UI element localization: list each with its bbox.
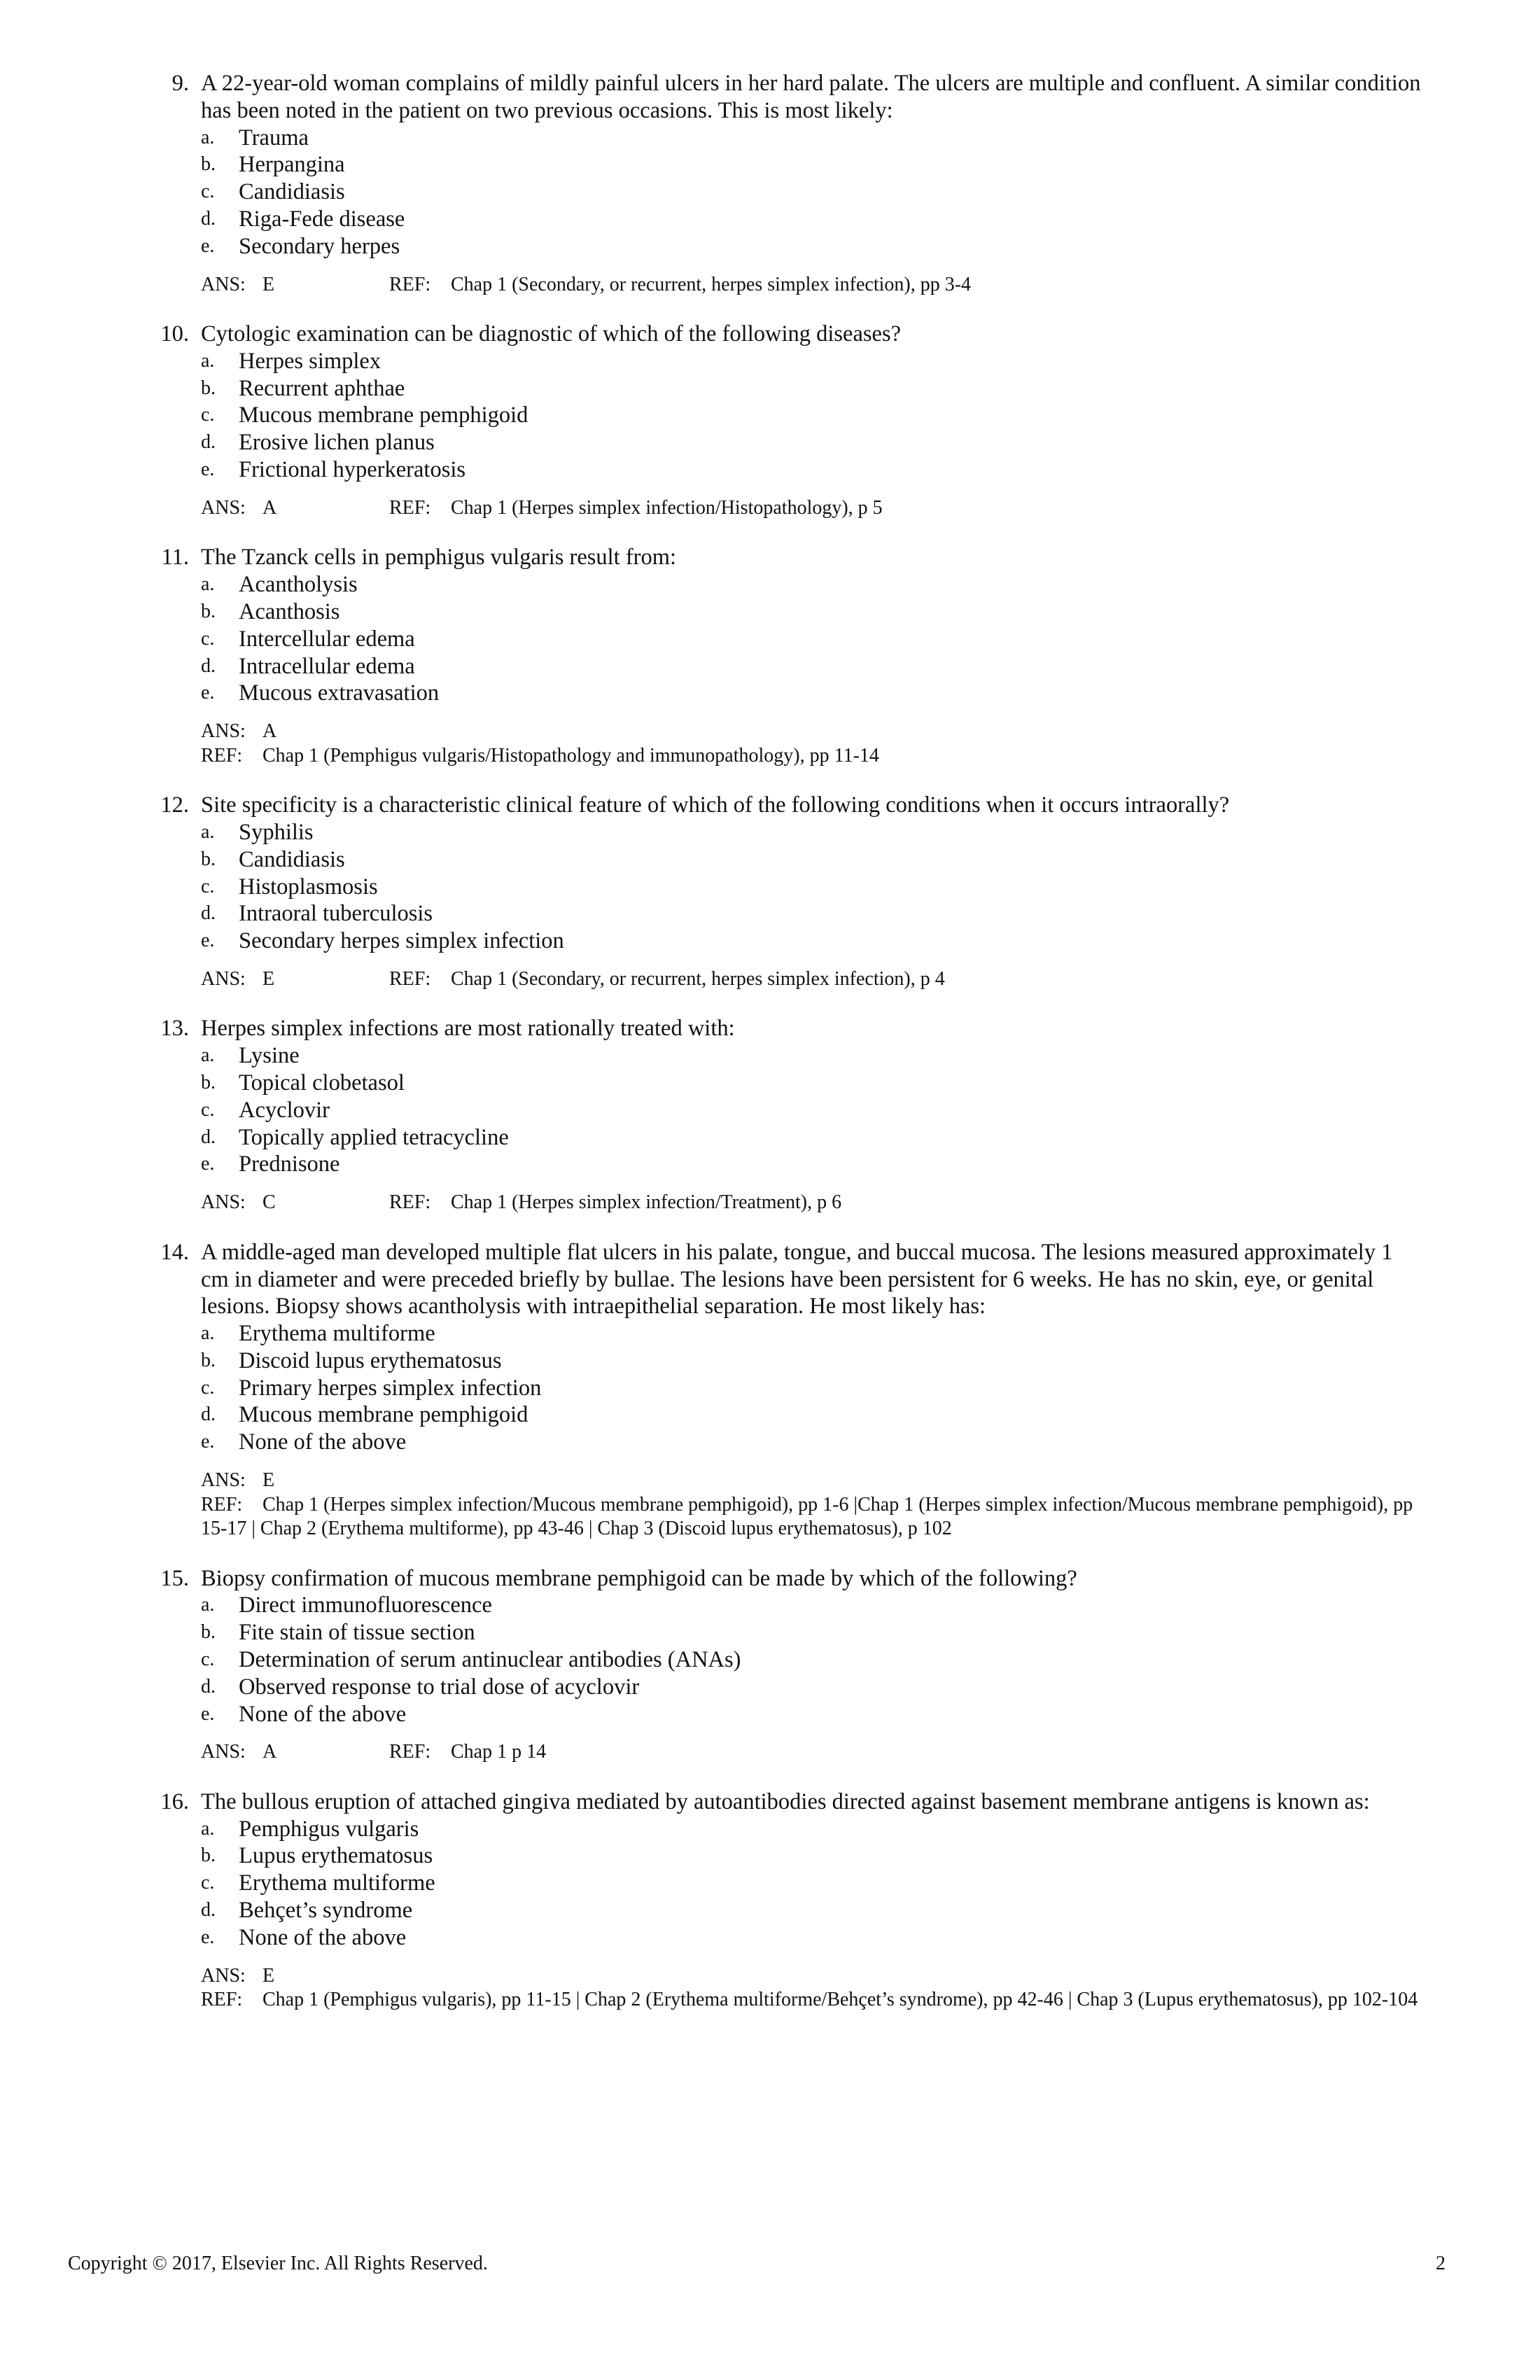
question-number: 9. bbox=[172, 71, 189, 96]
option-letter: c. bbox=[201, 1648, 215, 1670]
reference-text: Chap 1 (Herpes simplex infection/Histopathology), p 5 bbox=[451, 496, 883, 519]
question-stem bbox=[0, 321, 1540, 348]
option-letter: b. bbox=[201, 1844, 216, 1867]
option-text: Mucous membrane pemphigoid bbox=[239, 1402, 528, 1428]
answer-line bbox=[0, 1740, 1540, 1765]
option-letter: c. bbox=[201, 404, 215, 426]
option-letter: d. bbox=[201, 1675, 216, 1698]
answer-option bbox=[0, 1401, 1540, 1429]
answer-option bbox=[0, 1348, 1540, 1375]
answer-label: ANS: bbox=[201, 1191, 246, 1214]
question-stem bbox=[0, 1015, 1540, 1042]
answer-option bbox=[0, 456, 1540, 484]
reference-line bbox=[0, 1493, 1540, 1541]
option-text: Prednisone bbox=[239, 1152, 340, 1177]
option-letter: a. bbox=[201, 349, 215, 372]
question-item bbox=[0, 1239, 1540, 1541]
option-text: Erythema multiforme bbox=[239, 1870, 435, 1896]
option-text: Syphilis bbox=[239, 819, 314, 845]
answer-option bbox=[0, 1124, 1540, 1152]
question-text: A middle-aged man developed multiple flat ulcers in his palate, tongue, and buccal mucosa. The lesions measured approximately 1 cm in diameter and were preceded briefly by bullae. The lesions have been persistent for 6 weeks. He has no skin, eye, or genital lesions. Biopsy shows acantholysis with intraepithelial separation. He most likely has: bbox=[201, 1239, 1393, 1320]
option-text: Erythema multiforme bbox=[239, 1321, 435, 1347]
option-text: Intraoral tuberculosis bbox=[239, 901, 433, 927]
answer-line bbox=[0, 496, 1540, 521]
option-text: Mucous membrane pemphigoid bbox=[239, 402, 528, 428]
answer-option bbox=[0, 653, 1540, 680]
answer-option bbox=[0, 375, 1540, 402]
reference-label: REF: bbox=[389, 496, 431, 519]
option-text: Histoplasmosis bbox=[239, 874, 378, 899]
answer-value: A bbox=[262, 496, 277, 519]
answer-value: E bbox=[262, 1964, 275, 1987]
answer-option bbox=[0, 900, 1540, 927]
option-text: Candidiasis bbox=[239, 846, 345, 872]
question-text: Herpes simplex infections are most rationally treated with: bbox=[201, 1016, 735, 1042]
option-text: Candidiasis bbox=[239, 179, 345, 205]
question-item bbox=[0, 792, 1540, 991]
option-text: Herpes simplex bbox=[239, 348, 382, 374]
answer-option bbox=[0, 626, 1540, 653]
answer-value: A bbox=[262, 720, 277, 743]
answer-label: ANS: bbox=[201, 1964, 246, 1987]
question-stem bbox=[0, 544, 1540, 571]
option-text: Topical clobetasol bbox=[239, 1070, 405, 1096]
option-letter: a. bbox=[201, 126, 215, 148]
option-letter: e. bbox=[201, 682, 215, 704]
question-item bbox=[0, 1015, 1540, 1214]
answer-label: ANS: bbox=[201, 1741, 246, 1763]
answer-option bbox=[0, 402, 1540, 429]
option-letter: b. bbox=[201, 848, 216, 870]
answer-option bbox=[0, 927, 1540, 955]
answer-option bbox=[0, 1592, 1540, 1619]
question-number: 15. bbox=[160, 1565, 189, 1591]
option-letter: d. bbox=[201, 1126, 216, 1148]
answer-option bbox=[0, 178, 1540, 206]
option-letter: c. bbox=[201, 875, 215, 897]
reference-line bbox=[0, 1988, 1540, 2012]
question-text: Biopsy confirmation of mucous membrane pemphigoid can be made by which of the following? bbox=[201, 1565, 1077, 1591]
option-letter: c. bbox=[201, 1376, 215, 1399]
answer-value: E bbox=[262, 967, 275, 990]
option-text: Direct immunofluorescence bbox=[239, 1592, 492, 1618]
answer-option bbox=[0, 819, 1540, 846]
option-text: None of the above bbox=[239, 1924, 407, 1950]
answer-label: ANS: bbox=[201, 496, 246, 519]
page-number: 2 bbox=[1436, 2253, 1446, 2274]
option-letter: b. bbox=[201, 600, 216, 622]
answer-option bbox=[0, 1674, 1540, 1701]
option-text: Determination of serum antinuclear antibodies (ANAs) bbox=[239, 1646, 741, 1672]
option-letter: e. bbox=[201, 234, 215, 257]
question-text: A 22-year-old woman complains of mildly painful ulcers in her hard palate. The ulcers are multiple and confluent. A similar condition has been noted in the patient on two previous occasions. This is most likely: bbox=[201, 71, 1421, 123]
answer-option bbox=[0, 846, 1540, 874]
option-letter: b. bbox=[201, 1349, 216, 1371]
option-letter: b. bbox=[201, 1621, 216, 1644]
reference-text: Chap 1 (Herpes simplex infection/Mucous membrane pemphigoid), pp 1-6 |Chap 1 (Herpes simplex infection/Mucous membrane pemphigoid), pp 15-17 | Chap 2 (Erythema multiforme), pp 43-46 | Chap 3 (Discoid lupus erythematosus), p 102 bbox=[201, 1493, 1413, 1540]
reference-label: REF: bbox=[201, 744, 243, 766]
answer-option bbox=[0, 1924, 1540, 1952]
question-list bbox=[0, 70, 1540, 2036]
reference-text: Chap 1 (Herpes simplex infection/Treatment), p 6 bbox=[451, 1191, 842, 1214]
question-text: Cytologic examination can be diagnostic of which of the following diseases? bbox=[201, 321, 902, 347]
question-stem bbox=[0, 1565, 1540, 1592]
option-letter: e. bbox=[201, 1431, 215, 1453]
question-number: 16. bbox=[160, 1788, 189, 1814]
option-text: Acantholysis bbox=[239, 572, 358, 598]
question-stem bbox=[0, 792, 1540, 819]
answer-line bbox=[0, 1964, 1540, 1989]
option-letter: b. bbox=[201, 377, 216, 399]
option-text: None of the above bbox=[239, 1429, 407, 1455]
option-letter: a. bbox=[201, 1044, 215, 1067]
answer-option bbox=[0, 125, 1540, 152]
question-number: 11. bbox=[161, 545, 189, 570]
option-letter: a. bbox=[201, 1817, 215, 1840]
answer-value: A bbox=[262, 1741, 277, 1763]
option-text: Intracellular edema bbox=[239, 653, 415, 679]
question-item bbox=[0, 70, 1540, 297]
question-item bbox=[0, 544, 1540, 768]
answer-option bbox=[0, 874, 1540, 901]
question-number: 10. bbox=[160, 321, 189, 347]
option-letter: a. bbox=[201, 573, 215, 596]
option-letter: d. bbox=[201, 902, 216, 925]
answer-line bbox=[0, 1191, 1540, 1215]
option-text: Riga-Fede disease bbox=[239, 206, 405, 232]
option-letter: c. bbox=[201, 627, 215, 650]
answer-value: E bbox=[262, 273, 275, 295]
question-stem bbox=[0, 70, 1540, 125]
answer-option bbox=[0, 1646, 1540, 1674]
question-text: The bullous eruption of attached gingiva mediated by autoantibodies directed against basement membrane antigens is known as: bbox=[201, 1788, 1370, 1814]
option-letter: e. bbox=[201, 1926, 215, 1948]
option-letter: d. bbox=[201, 207, 216, 230]
answer-option bbox=[0, 680, 1540, 707]
answer-option bbox=[0, 233, 1540, 260]
answer-option bbox=[0, 1619, 1540, 1646]
answer-option bbox=[0, 1701, 1540, 1728]
option-text: Acyclovir bbox=[239, 1097, 330, 1123]
question-item bbox=[0, 1788, 1540, 2012]
option-text: Recurrent aphthae bbox=[239, 375, 405, 401]
option-text: Primary herpes simplex infection bbox=[239, 1375, 542, 1401]
page-footer bbox=[68, 2253, 1446, 2275]
option-letter: d. bbox=[201, 654, 216, 677]
answer-option bbox=[0, 1375, 1540, 1402]
option-text: Acanthosis bbox=[239, 598, 340, 624]
answer-option bbox=[0, 1816, 1540, 1843]
option-letter: d. bbox=[201, 1899, 216, 1921]
option-letter: b. bbox=[201, 1072, 216, 1094]
question-stem bbox=[0, 1239, 1540, 1320]
reference-line bbox=[0, 744, 1540, 769]
option-text: Lysine bbox=[239, 1043, 300, 1069]
answer-option bbox=[0, 1151, 1540, 1178]
reference-text: Chap 1 (Pemphigus vulgaris/Histopathology and immunopathology), pp 11-14 bbox=[262, 744, 879, 766]
answer-option bbox=[0, 1097, 1540, 1124]
option-text: Secondary herpes simplex infection bbox=[239, 928, 564, 954]
option-text: Topically applied tetracycline bbox=[239, 1124, 509, 1150]
option-text: Mucous extravasation bbox=[239, 680, 440, 706]
answer-label: ANS: bbox=[201, 967, 246, 990]
option-letter: a. bbox=[201, 820, 215, 843]
answer-option bbox=[0, 571, 1540, 598]
option-letter: e. bbox=[201, 1702, 215, 1725]
option-letter: e. bbox=[201, 458, 215, 481]
reference-text: Chap 1 (Secondary, or recurrent, herpes simplex infection), pp 3-4 bbox=[451, 273, 972, 295]
answer-line bbox=[0, 1469, 1540, 1493]
option-letter: c. bbox=[201, 1098, 215, 1121]
answer-option bbox=[0, 1042, 1540, 1070]
question-item bbox=[0, 321, 1540, 520]
answer-line bbox=[0, 967, 1540, 992]
answer-option bbox=[0, 1070, 1540, 1097]
answer-option bbox=[0, 1320, 1540, 1348]
question-text: Site specificity is a characteristic clinical feature of which of the following conditions when it occurs intraorally? bbox=[201, 792, 1230, 818]
answer-option bbox=[0, 598, 1540, 626]
copyright-text: Copyright © 2017, Elsevier Inc. All Rights Reserved. bbox=[68, 2253, 488, 2274]
answer-option bbox=[0, 429, 1540, 456]
option-letter: c. bbox=[201, 181, 215, 203]
answer-option bbox=[0, 1897, 1540, 1924]
answer-label: ANS: bbox=[201, 720, 246, 743]
reference-label: REF: bbox=[389, 1191, 431, 1214]
answer-label: ANS: bbox=[201, 1469, 246, 1492]
answer-option bbox=[0, 1429, 1540, 1456]
answer-option bbox=[0, 151, 1540, 178]
question-stem bbox=[0, 1788, 1540, 1816]
option-text: Pemphigus vulgaris bbox=[239, 1816, 419, 1842]
option-text: Trauma bbox=[239, 125, 309, 150]
answer-value: C bbox=[262, 1191, 276, 1214]
reference-text: Chap 1 (Pemphigus vulgaris), pp 11-15 | Chap 2 (Erythema multiforme/Behçet’s syndrome), pp 42-46 | Chap 3 (Lupus erythematosus), pp 102-104 bbox=[262, 1989, 1418, 2011]
reference-label: REF: bbox=[389, 273, 431, 295]
answer-line bbox=[0, 720, 1540, 744]
option-text: Fite stain of tissue section bbox=[239, 1620, 475, 1646]
reference-label: REF: bbox=[201, 1493, 243, 1516]
option-letter: d. bbox=[201, 431, 216, 454]
option-text: Observed response to trial dose of acyclovir bbox=[239, 1674, 640, 1700]
reference-label: REF: bbox=[389, 1741, 431, 1763]
question-text: The Tzanck cells in pemphigus vulgaris result from: bbox=[201, 545, 677, 570]
option-text: Lupus erythematosus bbox=[239, 1843, 433, 1869]
answer-option bbox=[0, 1870, 1540, 1897]
reference-label: REF: bbox=[389, 967, 431, 990]
option-letter: c. bbox=[201, 1872, 215, 1894]
option-letter: e. bbox=[201, 1153, 215, 1175]
option-text: Intercellular edema bbox=[239, 626, 415, 652]
question-number: 14. bbox=[160, 1239, 189, 1265]
question-item bbox=[0, 1565, 1540, 1765]
option-text: Behçet’s syndrome bbox=[239, 1898, 413, 1924]
reference-text: Chap 1 (Secondary, or recurrent, herpes simplex infection), p 4 bbox=[451, 967, 945, 990]
answer-label: ANS: bbox=[201, 273, 246, 295]
option-text: Herpangina bbox=[239, 152, 345, 178]
question-number: 13. bbox=[160, 1016, 189, 1042]
option-letter: b. bbox=[201, 153, 216, 176]
option-letter: a. bbox=[201, 1594, 215, 1616]
reference-text: Chap 1 p 14 bbox=[451, 1741, 547, 1763]
option-letter: a. bbox=[201, 1322, 215, 1345]
option-letter: e. bbox=[201, 930, 215, 952]
answer-option bbox=[0, 348, 1540, 375]
option-text: None of the above bbox=[239, 1701, 407, 1727]
option-text: Frictional hyperkeratosis bbox=[239, 457, 466, 483]
question-number: 12. bbox=[160, 792, 189, 818]
answer-option bbox=[0, 1842, 1540, 1870]
option-text: Erosive lichen planus bbox=[239, 430, 435, 456]
option-text: Discoid lupus erythematosus bbox=[239, 1348, 502, 1373]
reference-label: REF: bbox=[201, 1989, 243, 2011]
answer-option bbox=[0, 206, 1540, 233]
answer-line bbox=[0, 273, 1540, 298]
answer-value: E bbox=[262, 1469, 275, 1492]
option-letter: d. bbox=[201, 1404, 216, 1426]
option-text: Secondary herpes bbox=[239, 233, 400, 259]
